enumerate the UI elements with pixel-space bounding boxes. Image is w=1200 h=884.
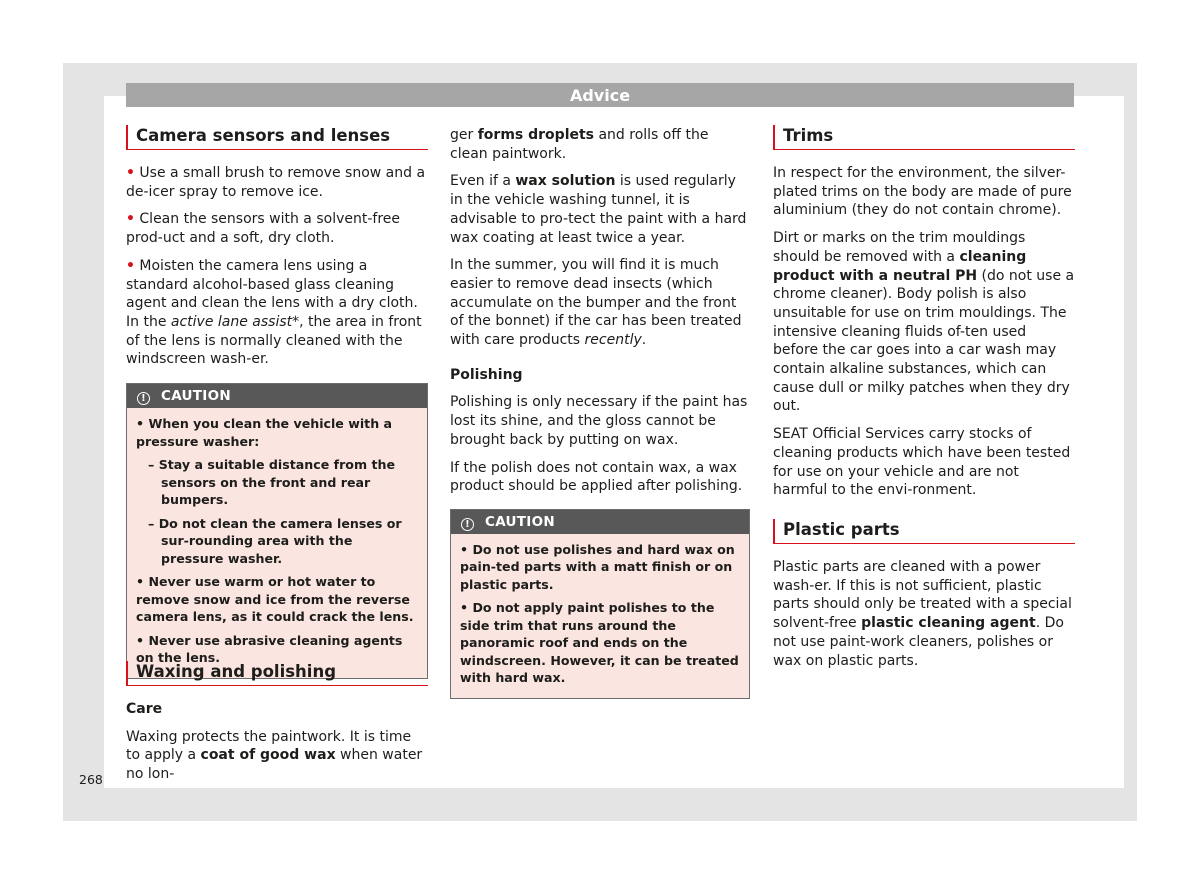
caution-box-sensors (126, 383, 428, 679)
subheading-polishing: Polishing (450, 366, 523, 383)
caution-body (451, 534, 749, 698)
column-3-lower (773, 519, 1075, 679)
caution-subitem: – Do not clean the camera lenses or sur-rounding area with the pressure washer. (148, 515, 402, 566)
exclamation-circle-icon: ! (461, 518, 474, 531)
bullet-icon: • (126, 257, 135, 274)
caution-subitem: – Stay a suitable distance from the sensors on the front and rear bumpers. (148, 457, 395, 508)
subheading-care: Care (126, 701, 163, 717)
list-item: • Clean the sensors with a solvent-free prod-uct and a soft, dry cloth. (126, 211, 400, 247)
paragraph: Even if a wax solution is used regularly in the vehicle washing tunnel, it is advisable to pro-tect the paint with a hard wax coating at least twice a year. (450, 173, 747, 246)
caution-body (127, 408, 427, 678)
bullet-icon: • (126, 165, 135, 181)
section-heading-camera-sensors: Camera sensors and lenses (126, 125, 428, 150)
caution-item: • When you clean the vehicle with a pressure washer: (136, 416, 393, 449)
page-number: 268 (79, 772, 103, 787)
paragraph: If the polish does not contain wax, a wax product should be applied after polishing. (450, 459, 743, 495)
column-2 (450, 126, 750, 699)
paragraph: Polishing is only necessary if the paint has lost its shine, and the gloss cannot be brought back by putting on wax. (450, 394, 748, 448)
exclamation-circle-icon: ! (137, 392, 150, 405)
caution-header: ! CAUTION (451, 510, 749, 534)
list-item: • Moisten the camera lens using a standard alcohol-based glass cleaning agent and clean the lens with a dry cloth. In the active lane assist*, the area in front of the lens is normally cleaned with the windscreen wash-er. (126, 257, 422, 368)
paragraph: SEAT Official Services carry stocks of cleaning products which have been tested for use on your vehicle and are not harmful to the envi-ronment. (773, 426, 1071, 499)
section-heading-trims: Trims (773, 125, 1075, 150)
caution-item: • Never use abrasive cleaning agents on the lens. (136, 632, 403, 666)
caution-header: ! CAUTION (127, 384, 427, 408)
advice-header-bar: Advice (126, 83, 1074, 107)
caution-item: • Never use warm or hot water to remove snow and ice from the reverse camera lens, as it could crack the lens. (136, 574, 414, 625)
column-3 (773, 125, 1075, 509)
caution-box-polishing (450, 509, 750, 699)
section-heading-waxing: Waxing and polishing (126, 661, 428, 686)
paragraph: Waxing protects the paintwork. It is time to apply a coat of good wax when water no lon- (126, 728, 423, 783)
section-heading-plastic-parts: Plastic parts (773, 519, 1075, 544)
caution-item: • Do not use polishes and hard wax on pain-ted parts with a matt finish or on plastic parts. (460, 541, 735, 592)
caution-item: • Do not apply paint polishes to the side trim that runs around the panoramic roof and ends on the windscreen. However, it can be treated with hard wax. (460, 600, 739, 686)
bullet-icon: • (126, 211, 135, 228)
paragraph: In respect for the environment, the silver-plated trims on the body are made of pure aluminium (they do not contain chrome). (773, 165, 1072, 219)
list-item: • Use a small brush to remove snow and a de-icer spray to remove ice. (126, 165, 426, 200)
paragraph: In the summer, you will find it is much easier to remove dead insects (which accumulate on the bumper and the front of the bonnet) if the car has been treated with care products recently. (450, 257, 742, 349)
paragraph: Plastic parts are cleaned with a power wash-er. If this is not sufficient, plastic parts should only be treated with a special solvent-free plastic cleaning agent. Do not use paint-work cleaners, polishes or wax on plastic parts. (773, 559, 1072, 669)
column-1-lower (126, 661, 428, 793)
paragraph: ger forms droplets and rolls off the clean paintwork. (450, 127, 709, 162)
paragraph: Dirt or marks on the trim mouldings should be removed with a cleaning product with a neutral PH (do not use a chrome cleaner). Body polish is also unsuitable for use on trim mouldings. The intensive cleaning fluids of-ten used before the car goes into a car wash may contain alkaline substances, which can cause dull or milky patches when they dry out. (773, 230, 1075, 415)
column-1 (126, 125, 428, 679)
